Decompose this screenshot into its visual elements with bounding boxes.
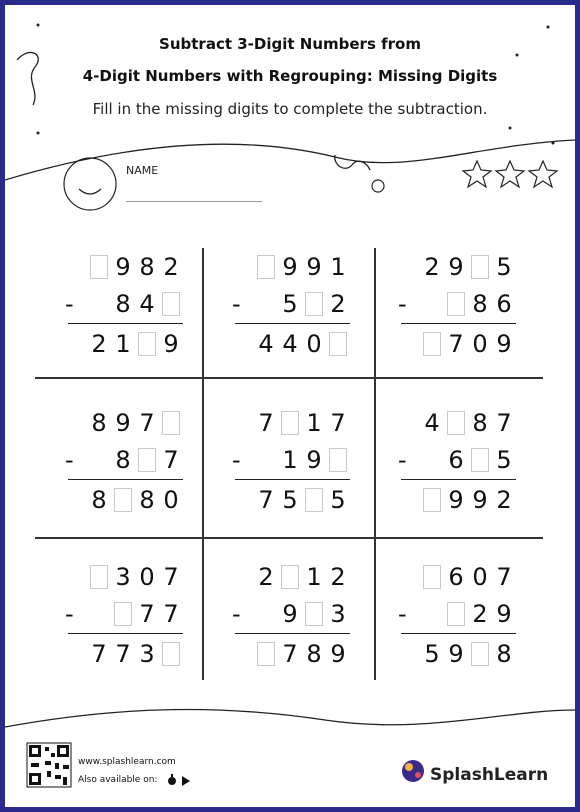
grid-divider: [35, 537, 543, 539]
grid-divider: [202, 248, 204, 680]
minuend-row: [87, 408, 183, 438]
missing-digit-box[interactable]: [444, 600, 468, 628]
digit: 6: [448, 563, 464, 591]
missing-digit-box[interactable]: [302, 290, 326, 318]
difference-row: [420, 485, 516, 515]
digit: 5: [424, 640, 440, 668]
grid-divider: [35, 377, 543, 379]
digit: 9: [306, 253, 322, 281]
answer-rule: [68, 633, 183, 634]
missing-digit-box[interactable]: [468, 446, 492, 474]
digit: 2: [424, 253, 440, 281]
digit: 7: [496, 563, 512, 591]
missing-digit-box[interactable]: [468, 640, 492, 668]
digit: 8: [496, 640, 512, 668]
digit: 2: [258, 563, 274, 591]
missing-digit-box[interactable]: [111, 600, 135, 628]
digit: 5: [330, 486, 346, 514]
minus-sign: -: [65, 446, 74, 474]
missing-digit-box[interactable]: [159, 409, 183, 437]
digit: 2: [496, 486, 512, 514]
minus-sign: -: [398, 600, 407, 628]
digit: 7: [258, 409, 274, 437]
digit: 2: [330, 563, 346, 591]
digit: 9: [448, 640, 464, 668]
minuend-row: [87, 562, 183, 592]
brand-name: SplashLearn: [430, 765, 549, 785]
name-input-line[interactable]: [126, 201, 262, 202]
digit: 5: [282, 486, 298, 514]
answer-rule: [235, 633, 350, 634]
splashlearn-logo-icon: [402, 760, 424, 782]
digit: 9: [282, 253, 298, 281]
digit: 9: [306, 446, 322, 474]
digit: 9: [472, 486, 488, 514]
digit: 8: [472, 290, 488, 318]
digit: 8: [472, 409, 488, 437]
missing-digit-box[interactable]: [111, 486, 135, 514]
digit: 7: [91, 640, 107, 668]
digit: 1: [330, 253, 346, 281]
difference-row: [420, 329, 516, 359]
missing-digit-box[interactable]: [326, 330, 350, 358]
subtrahend-row: [254, 445, 350, 475]
digit: 9: [496, 600, 512, 628]
digit: 6: [496, 290, 512, 318]
difference-row: [254, 485, 350, 515]
minuend-row: [420, 562, 516, 592]
difference-row: [420, 639, 516, 669]
missing-digit-box[interactable]: [278, 563, 302, 591]
digit: 9: [330, 640, 346, 668]
missing-digit-box[interactable]: [326, 446, 350, 474]
difference-row: [254, 329, 350, 359]
digit: 0: [472, 563, 488, 591]
difference-row: [87, 329, 183, 359]
digit: 7: [448, 330, 464, 358]
digit: 5: [282, 290, 298, 318]
missing-digit-box[interactable]: [159, 640, 183, 668]
grid-divider: [374, 248, 376, 680]
minuend-row: [254, 252, 350, 282]
digit: 7: [330, 409, 346, 437]
digit: 1: [306, 409, 322, 437]
digit: 3: [139, 640, 155, 668]
digit: 5: [496, 253, 512, 281]
minuend-row: [254, 562, 350, 592]
digit: 1: [115, 330, 131, 358]
digit: 7: [282, 640, 298, 668]
missing-digit-box[interactable]: [254, 253, 278, 281]
digit: 9: [448, 253, 464, 281]
minus-sign: -: [398, 290, 407, 318]
digit: 2: [330, 290, 346, 318]
digit: 7: [496, 409, 512, 437]
subtrahend-row: [254, 599, 350, 629]
digit: 8: [91, 486, 107, 514]
digit: 0: [163, 486, 179, 514]
digit: 8: [139, 253, 155, 281]
digit: 7: [258, 486, 274, 514]
minus-sign: -: [232, 446, 241, 474]
minus-sign: -: [65, 600, 74, 628]
squiggle-decoration: [335, 155, 370, 170]
missing-digit-box[interactable]: [420, 330, 444, 358]
digit: 9: [115, 409, 131, 437]
minuend-row: [254, 408, 350, 438]
available-text: Also available on:: [78, 775, 158, 785]
decorations: [5, 5, 575, 807]
digit: 2: [163, 253, 179, 281]
minus-sign: -: [232, 290, 241, 318]
digit: 2: [472, 600, 488, 628]
missing-digit-box[interactable]: [302, 600, 326, 628]
play-store-icon: [182, 776, 190, 786]
answer-rule: [401, 479, 516, 480]
digit: 9: [163, 330, 179, 358]
missing-digit-box[interactable]: [135, 330, 159, 358]
answer-rule: [68, 323, 183, 324]
star-icon: [463, 161, 557, 187]
qr-code-icon: [27, 743, 71, 787]
footer-wave: [5, 710, 575, 727]
digit: 4: [282, 330, 298, 358]
worksheet-page: [5, 5, 575, 807]
answer-rule: [68, 479, 183, 480]
title-line-1: Subtract 3-Digit Numbers from: [159, 35, 421, 53]
subtrahend-row: [87, 599, 183, 629]
apple-icon: [168, 774, 176, 785]
title-line-2: 4-Digit Numbers with Regrouping: Missing Digits: [82, 67, 498, 85]
minuend-row: [87, 252, 183, 282]
digit: 0: [306, 330, 322, 358]
digit: 8: [139, 486, 155, 514]
answer-rule: [401, 323, 516, 324]
missing-digit-box[interactable]: [159, 290, 183, 318]
website-text: www.splashlearn.com: [78, 757, 176, 767]
instruction-text: Fill in the missing digits to complete the subtraction.: [92, 100, 488, 118]
digit: 8: [115, 446, 131, 474]
digit: 9: [282, 600, 298, 628]
missing-digit-box[interactable]: [420, 563, 444, 591]
difference-row: [87, 485, 183, 515]
subtrahend-row: [254, 289, 350, 319]
digit: 7: [139, 409, 155, 437]
minuend-row: [420, 252, 516, 282]
minus-sign: -: [232, 600, 241, 628]
digit: 1: [282, 446, 298, 474]
missing-digit-box[interactable]: [135, 446, 159, 474]
answer-rule: [235, 479, 350, 480]
answer-rule: [401, 633, 516, 634]
name-label: NAME: [126, 164, 159, 177]
subtrahend-row: [420, 445, 516, 475]
digit: 7: [115, 640, 131, 668]
answer-rule: [235, 323, 350, 324]
digit: 7: [163, 446, 179, 474]
digit: 4: [139, 290, 155, 318]
missing-digit-box[interactable]: [444, 409, 468, 437]
digit: 8: [91, 409, 107, 437]
digit: 8: [306, 640, 322, 668]
subtrahend-row: [420, 289, 516, 319]
digit: 0: [472, 330, 488, 358]
digit: 2: [91, 330, 107, 358]
digit: 3: [330, 600, 346, 628]
digit: 9: [496, 330, 512, 358]
minus-sign: -: [65, 290, 74, 318]
difference-row: [254, 639, 350, 669]
minuend-row: [420, 408, 516, 438]
digit: 5: [496, 446, 512, 474]
missing-digit-box[interactable]: [468, 253, 492, 281]
subtrahend-row: [87, 289, 183, 319]
digit: 7: [163, 563, 179, 591]
difference-row: [87, 639, 183, 669]
digit: 6: [448, 446, 464, 474]
header-wave: [5, 140, 575, 180]
smiley-icon: [64, 158, 116, 210]
digit: 9: [115, 253, 131, 281]
missing-digit-box[interactable]: [302, 486, 326, 514]
missing-digit-box[interactable]: [87, 253, 111, 281]
digit: 8: [115, 290, 131, 318]
missing-digit-box[interactable]: [278, 409, 302, 437]
digit: 9: [448, 486, 464, 514]
missing-digit-box[interactable]: [254, 640, 278, 668]
missing-digit-box[interactable]: [444, 290, 468, 318]
missing-digit-box[interactable]: [87, 563, 111, 591]
digit: 7: [163, 600, 179, 628]
subtrahend-row: [87, 445, 183, 475]
digit: 7: [139, 600, 155, 628]
digit: 4: [258, 330, 274, 358]
subtrahend-row: [420, 599, 516, 629]
digit: 3: [115, 563, 131, 591]
digit: 4: [424, 409, 440, 437]
minus-sign: -: [398, 446, 407, 474]
digit: 1: [306, 563, 322, 591]
digit: 0: [139, 563, 155, 591]
missing-digit-box[interactable]: [420, 486, 444, 514]
